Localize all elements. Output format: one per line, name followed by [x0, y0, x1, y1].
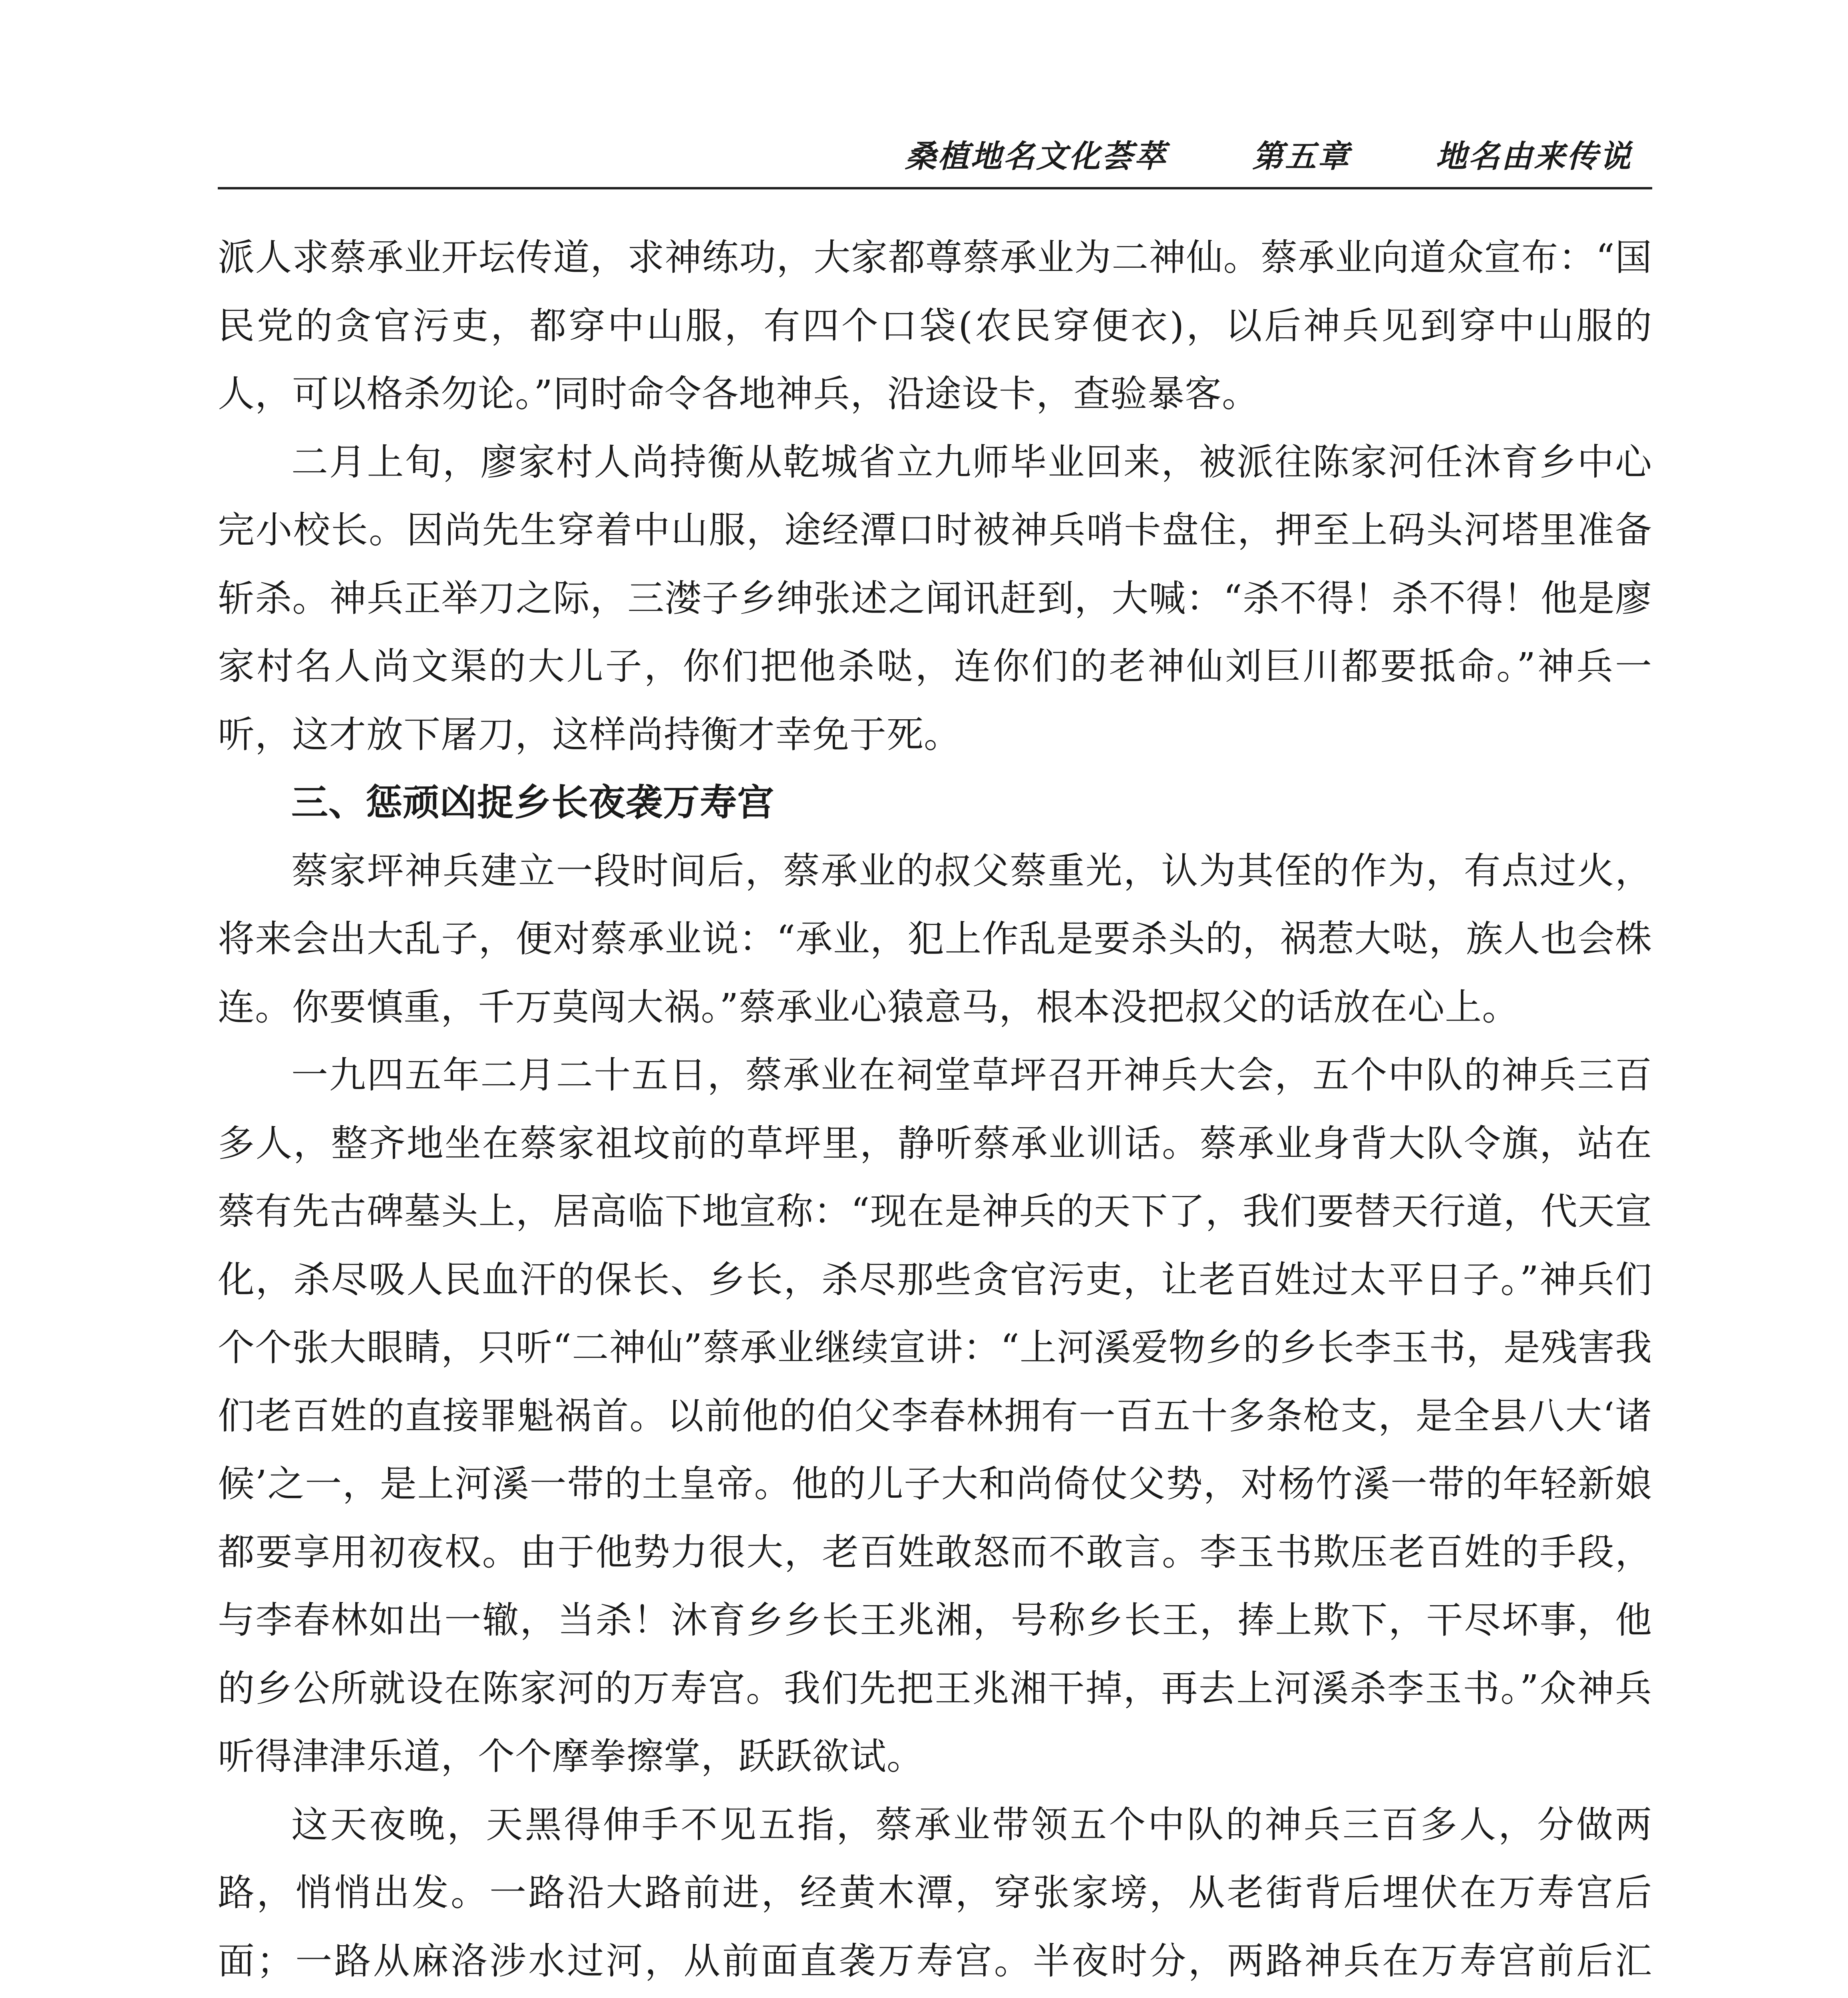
header-chapter: 第五章: [1252, 138, 1351, 175]
body-text: [218, 224, 1652, 1998]
paragraph-continuation: 派人求蔡承业开坛传道，求神练功，大家都尊蔡承业为二神仙。蔡承业向道众宣布：“国民党的贪官污吏，都穿中山服，有四个口袋(农民穿便衣)，以后神兵见到穿中山服的人，可以格杀勿论。”同时命令各地神兵，沿途设卡，查验暴客。: [218, 236, 1652, 415]
running-header: [905, 130, 1632, 178]
paragraph: 这天夜晚，天黑得伸手不见五指，蔡承业带领五个中队的神兵三百多人，分做两路，悄悄出发。一路沿大路前进，经黄木潭，穿张家塝，从老街背后埋伏在万寿宫后面；一路从麻洛涉水过河，从前面直袭万寿宫。半夜时分，两路神兵在万寿宫前后汇: [218, 1803, 1652, 1982]
header-chapter-title: 地名由来传说: [1435, 138, 1632, 175]
section-heading: 三、惩顽凶捉乡长夜袭万寿宫: [291, 781, 775, 824]
header-divider: [218, 187, 1652, 189]
header-book-title: 桑植地名文化荟萃: [905, 138, 1168, 175]
paragraph: 二月上旬，廖家村人尚持衡从乾城省立九师毕业回来，被派往陈家河任沐育乡中心完小校长。因尚先生穿着中山服，途经潭口时被神兵哨卡盘住，押至上码头河塔里准备斩杀。神兵正举刀之际，三漤子乡绅张述之闻讯赶到，大喊：“杀不得！杀不得！他是廖家村名人尚文渠的大儿子，你们把他杀哒，连你们的老神仙刘巨川都要抵命。”神兵一听，这才放下屠刀，这样尚持衡才幸免于死。: [218, 440, 1652, 756]
paragraph: 蔡家坪神兵建立一段时间后，蔡承业的叔父蔡重光，认为其侄的作为，有点过火，将来会出大乱子，便对蔡承业说：“承业，犯上作乱是要杀头的，祸惹大哒，族人也会株连。你要慎重，千万莫闯大祸。”蔡承业心猿意马，根本没把叔父的话放在心上。: [218, 849, 1652, 1029]
paragraph: 一九四五年二月二十五日，蔡承业在祠堂草坪召开神兵大会，五个中队的神兵三百多人，整齐地坐在蔡家祖坟前的草坪里，静听蔡承业训话。蔡承业身背大队令旗，站在蔡有先古碑墓头上，居高临下地宣称：“现在是神兵的天下了，我们要替天行道，代天宣化，杀尽吸人民血汗的保长、乡长，杀尽那些贪官污吏，让老百姓过太平日子。”神兵们个个张大眼睛，只听“二神仙”蔡承业继续宣讲：“上河溪爱物乡的乡长李玉书，是残害我们老百姓的直接罪魁祸首。以前他的伯父李春林拥有一百五十多条枪支，是全县八大‘诸候’之一，是上河溪一带的土皇帝。他的儿子大和尚倚仗父势，对杨竹溪一带的年轻新娘都要享用初夜权。由于他势力很大，老百姓敢怒而不敢言。李玉书欺压老百姓的手段，与李春林如出一辙，当杀！沐育乡乡长王兆湘，号称乡长王，捧上欺下，干尽坏事，他的乡公所就设在陈家河的万寿宫。我们先把王兆湘干掉，再去上河溪杀李玉书。”众神兵听得津津乐道，个个摩拳擦掌，跃跃欲试。: [218, 1054, 1652, 1778]
